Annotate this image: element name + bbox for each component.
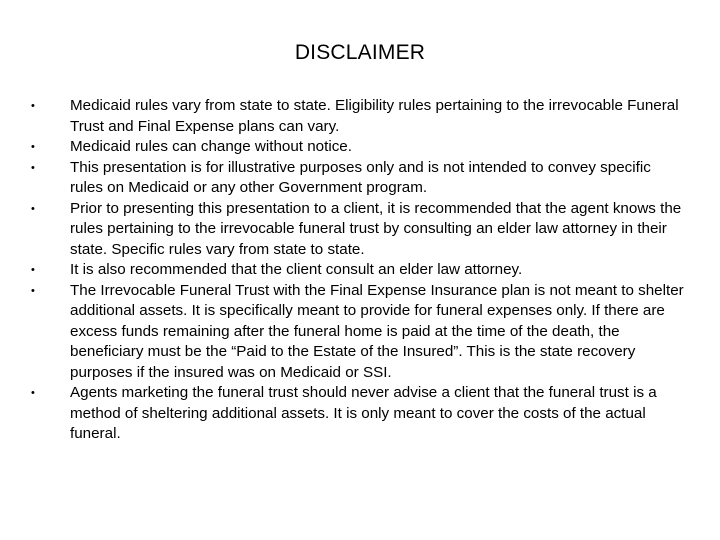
list-item <box>25 281 685 384</box>
bullet-text: It is also recommended that the client consult an elder law attorney. <box>70 261 523 278</box>
page-title: DISCLAIMER <box>294 41 426 64</box>
disclaimer-list <box>25 96 685 445</box>
list-item <box>25 199 685 261</box>
bullet-icon: • <box>31 202 35 215</box>
list-item <box>25 96 685 137</box>
bullet-text: Agents marketing the funeral trust should never advise a client that the funeral trust is a method of sheltering additional assets. It is only meant to cover the costs of the actual funeral. <box>70 384 657 442</box>
bullet-text: The Irrevocable Funeral Trust with the Final Expense Insurance plan is not meant to shelter additional assets. It is specifically meant to provide for funeral expenses only. If there are excess funds remaining after the funeral home is paid at the time of the death, the beneficiary must be the “Paid to the Estate of the Insured”. This is the state recovery purposes if the insured was on Medicaid or SSI. <box>70 281 684 381</box>
bullet-text: Prior to presenting this presentation to a client, it is recommended that the agent knows the rules pertaining to the irrevocable funeral trust by consulting an elder law attorney in their state. Specific rules vary from state to state. <box>70 199 682 258</box>
bullet-icon: • <box>31 284 35 297</box>
bullet-text: This presentation is for illustrative purposes only and is not intended to convey specific rules on Medicaid or any other Government program. <box>70 158 651 196</box>
list-item <box>25 260 685 281</box>
bullet-icon: • <box>31 100 35 112</box>
list-item <box>25 158 685 199</box>
bullet-icon: • <box>31 387 35 399</box>
bullet-icon: • <box>31 141 35 153</box>
bullet-text: Medicaid rules can change without notice. <box>70 138 352 155</box>
list-item <box>25 137 685 158</box>
bullet-icon: • <box>31 161 35 174</box>
list-item <box>25 383 685 445</box>
bullet-text: Medicaid rules vary from state to state. Eligibility rules pertaining to the irrevocable Funeral Trust and Final Expense plans can vary. <box>70 97 679 135</box>
bullet-icon: • <box>31 264 35 276</box>
